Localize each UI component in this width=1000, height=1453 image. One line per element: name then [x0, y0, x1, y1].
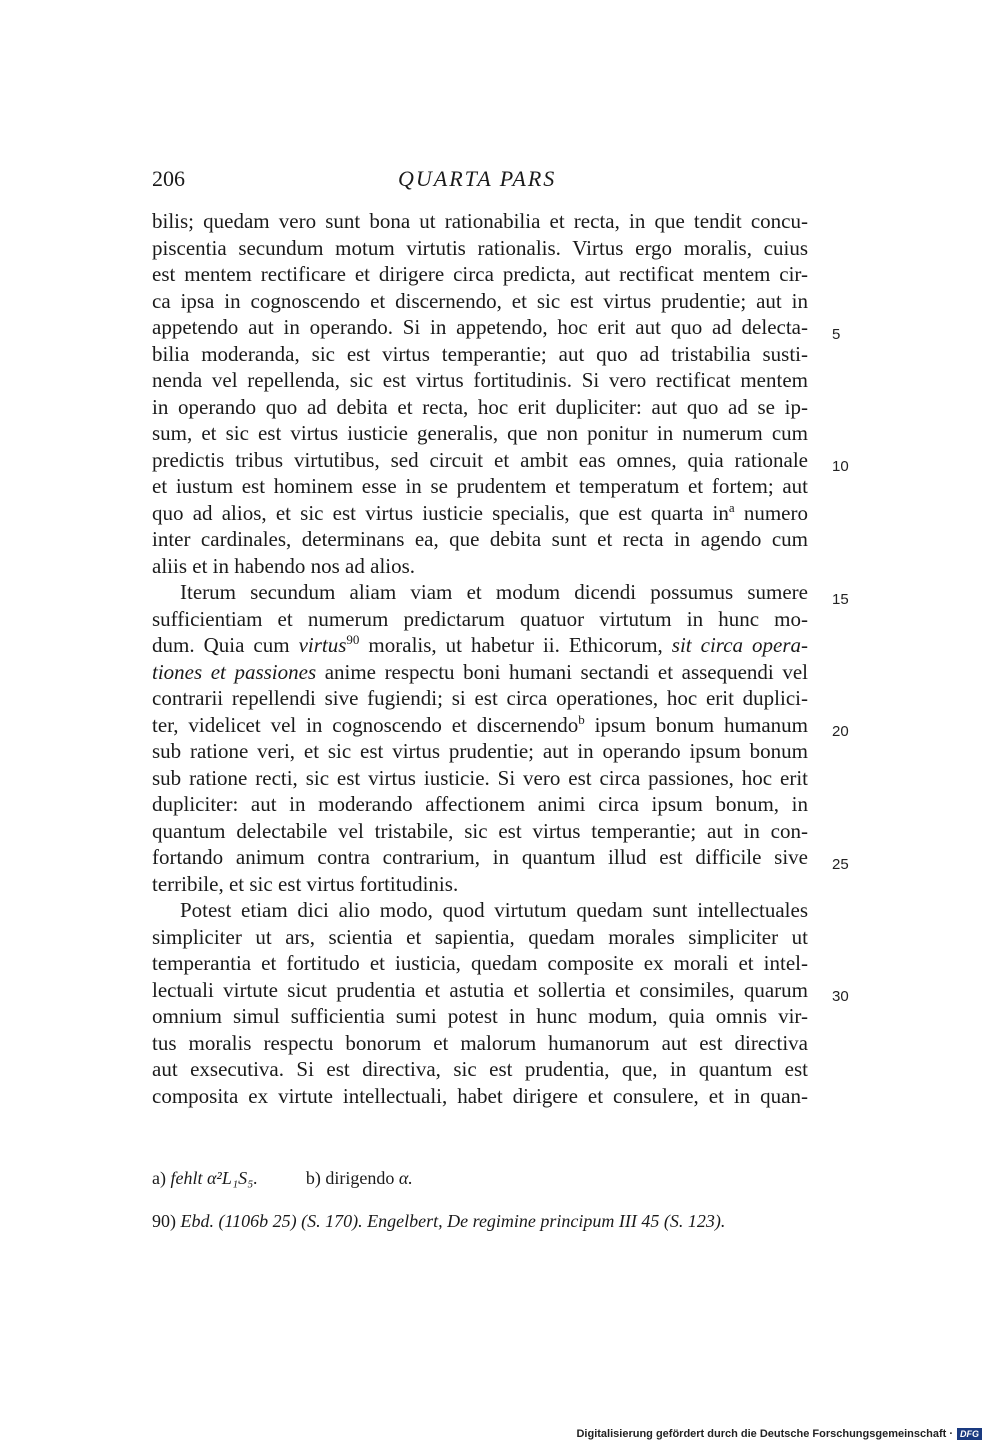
- text-line-2: piscentia secundum motum virtutis rationalis. Virtus ergo moralis, cuius: [152, 235, 808, 260]
- text-line-25: fortando animum contra contrarium, in quantum illud est difficile sive: [152, 845, 808, 869]
- text-line-9: sum, et sic est virtus iusticie generalis, que non ponitur in numerum cum: [152, 421, 808, 445]
- text-line-17-head: dum. Quia cum: [152, 633, 299, 657]
- text-line-22: sub ratione recti, sic est virtus iusticie. Si vero est circa passiones, hoc erit: [152, 765, 808, 790]
- line-number-15: 15: [832, 591, 849, 608]
- text-line-17-italic-quote: sit circa opera-: [671, 633, 808, 657]
- text-line-17: [152, 632, 808, 659]
- apparatus-notes: [152, 1168, 808, 1189]
- line-number-30: 30: [832, 988, 849, 1005]
- line-number-10: 10: [832, 458, 849, 475]
- text-line-23: dupliciter: aut in moderando affectionem animi circa ipsum bonum, in: [152, 792, 808, 816]
- text-line-11: et iustum est hominem esse in se prudentem et temperatum et fortem; aut: [152, 474, 808, 498]
- footnotes: [152, 1168, 808, 1254]
- text-line-20: [152, 712, 808, 739]
- text-line-12-tail: numero: [734, 500, 808, 525]
- source-note-90: [152, 1211, 808, 1232]
- text-line-29: temperantia et fortitudo et iusticia, quedam composite ex morali et intel-: [152, 951, 808, 975]
- text-line-12-head: quo ad alios, et sic est virtus iusticie specialis, que est quarta in: [152, 500, 729, 525]
- note-b-text: α.: [398, 1168, 413, 1188]
- text-line-20-tail: ipsum bonum humanum: [584, 712, 808, 737]
- note-a-text: fehlt α²L₁S₅.: [170, 1168, 258, 1188]
- text-line-10: predictis tribus virtutibus, sed circuit et ambit eas omnes, quia rationale: [152, 447, 808, 472]
- note-90-label: 90): [152, 1211, 181, 1231]
- text-line-18: [152, 659, 808, 686]
- text-line-13: inter cardinales, determinans ea, que debita sunt et recta in agendo cum: [152, 527, 808, 551]
- text-line-14: aliis et in habendo nos ad alios.: [152, 553, 416, 578]
- credit-text: Digitalisierung gefördert durch die Deutsche Forschungsgemeinschaft ·: [576, 1428, 953, 1440]
- text-line-3: est mentem rectificare et dirigere circa predicta, aut rectificat mentem cir-: [152, 262, 808, 286]
- line-number-20: 20: [832, 723, 849, 740]
- text-line-6: bilia moderanda, sic est virtus temperantie; aut quo ad tristabilia susti-: [152, 341, 808, 366]
- line-number-5: 5: [832, 326, 841, 343]
- running-head: QUARTA PARS: [398, 166, 557, 191]
- text-line-34: composita ex virtute intellectuali, habet dirigere et consulere, et in quan-: [152, 1083, 808, 1108]
- footnote-marker-b: b: [578, 711, 585, 727]
- text-line-16: sufficientiam et numerum predictarum quatuor virtutum in hunc mo-: [152, 606, 808, 631]
- text-line-7: nenda vel repellenda, sic est virtus fortitudinis. Si vero rectificat mentem: [152, 368, 808, 392]
- dfg-logo-icon: DFG: [957, 1428, 982, 1440]
- text-line-5: appetendo aut in operando. Si in appetendo, hoc erit aut quo ad delecta-: [152, 315, 808, 339]
- text-line-15: Iterum secundum aliam viam et modum dicendi possumus sumere: [180, 580, 808, 604]
- text-line-21: sub ratione veri, et sic est virtus prudentie; aut in operando ipsum bonum: [152, 739, 808, 763]
- text-line-20-head: ter, videlicet vel in cognoscendo et discernendo: [152, 712, 579, 737]
- text-line-17-mid: moralis, ut habetur ii. Ethicorum,: [359, 633, 672, 657]
- text-line-33: aut exsecutiva. Si est directiva, sic est prudentia, que, in quantum est: [152, 1057, 808, 1081]
- text-line-12: [152, 500, 808, 527]
- text-line-24: quantum delectabile vel tristabile, sic est virtus temperantie; aut in con-: [152, 818, 808, 843]
- text-line-19: contrarii repellendi sive fugiendi; si est circa operationes, hoc erit duplici-: [152, 686, 808, 710]
- text-line-26: terribile, et sic est virtus fortitudinis.: [152, 871, 459, 896]
- footnote-marker-90: 90: [346, 632, 360, 647]
- text-line-1: bilis; quedam vero sunt bona ut rationabilia et recta, in que tendit concu-: [152, 209, 808, 233]
- page-number: 206: [152, 166, 185, 191]
- text-line-28: simpliciter ut ars, scientia et sapientia, quedam morales simpliciter ut: [152, 924, 808, 949]
- text-line-4: ca ipsa in cognoscendo et discernendo, et sic est virtus prudentie; aut in: [152, 288, 808, 313]
- note-a-label: a): [152, 1168, 171, 1188]
- text-line-30: lectuali virtute sicut prudentia et astutia et sollertia et consimiles, quarum: [152, 977, 808, 1002]
- text-line-18-tail: anime respectu boni humani sectandi et assequendi vel: [316, 659, 808, 684]
- text-line-31: omnium simul sufficientia sumi potest in hunc modum, quia omnis vir-: [152, 1004, 808, 1028]
- note-b-label: b) dirigendo: [305, 1168, 399, 1188]
- text-line-18-italic: tiones et passiones: [152, 659, 317, 684]
- footnote-marker-a: a: [728, 499, 735, 515]
- text-line-32: tus moralis respectu bonorum et malorum humanorum aut est directiva: [152, 1030, 808, 1055]
- text-line-8: in operando quo ad debita et recta, hoc erit dupliciter: aut quo ad se ip-: [152, 394, 808, 419]
- main-text: [152, 208, 808, 1109]
- text-line-17-italic-virtus: virtus: [298, 633, 347, 657]
- note-90-text: Ebd. (1106b 25) (S. 170). Engelbert, De regimine principum III 45 (S. 123).: [180, 1211, 726, 1231]
- text-line-27: Potest etiam dici alio modo, quod virtutum quedam sunt intellectuales: [180, 898, 808, 922]
- digitization-credit: [576, 1428, 982, 1440]
- line-number-25: 25: [832, 856, 849, 873]
